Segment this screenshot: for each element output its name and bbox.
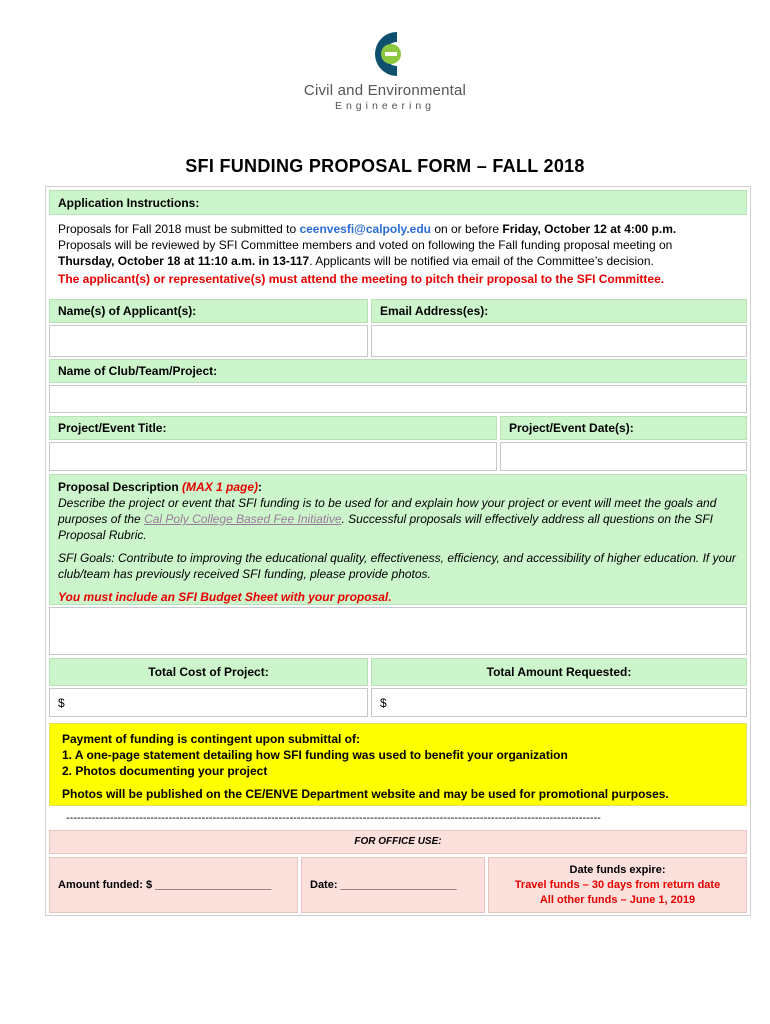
instructions-text: on or before [430, 222, 503, 236]
instructions-text: Proposals will be reviewed by SFI Committee members and voted on following the Fall funding proposal meeting on [58, 238, 673, 252]
total-cost-label: Total Cost of Project: [49, 658, 368, 686]
other-funds-note: All other funds – June 1, 2019 [539, 894, 696, 906]
office-use-label: FOR OFFICE USE: [49, 830, 747, 854]
office-divider: -------------------------------------------------------------------------------------------------------------------------------------------------- [66, 812, 601, 824]
email-label: Email Address(es): [371, 299, 747, 323]
project-dates-input[interactable] [500, 442, 747, 471]
travel-funds-note: Travel funds – 30 days from return date [514, 879, 721, 891]
description-colon: : [258, 480, 263, 494]
project-title-input[interactable] [49, 442, 497, 471]
amount-requested-input[interactable]: $ [371, 688, 747, 717]
ce-logo-mark [363, 28, 407, 80]
department-logo [0, 28, 770, 112]
club-input[interactable] [49, 385, 747, 413]
total-cost-input[interactable]: $ [49, 688, 368, 717]
email-input[interactable] [371, 325, 747, 357]
applicants-input[interactable] [49, 325, 368, 357]
date-field[interactable]: Date: ___________________ [301, 857, 485, 913]
amount-funded-field[interactable]: Amount funded: $ ___________________ [49, 857, 298, 913]
description-text: Describe the project or event that SFI funding is to be used for and explain how your project or event will meet the goals and purposes of the [58, 496, 717, 526]
project-title-label: Project/Event Title: [49, 416, 497, 440]
form-title: SFI FUNDING PROPOSAL FORM – FALL 2018 [185, 156, 585, 176]
proposal-form [45, 186, 751, 916]
description-input[interactable] [49, 607, 747, 655]
description-instructions [49, 474, 747, 605]
payment-item-statement: 1. A one-page statement detailing how SFI funding was used to benefit your organization [62, 748, 568, 762]
attendance-warning: The applicant(s) or representative(s) must attend the meeting to pitch their proposal to the SFI Committee. [58, 272, 665, 286]
logo-subtitle: Engineering [334, 100, 436, 112]
description-max-note: (MAX 1 page) [182, 480, 259, 494]
fee-initiative-link[interactable]: Cal Poly College Based Fee Initiative [144, 512, 342, 526]
payment-text: Payment of funding is contingent upon submittal of: [62, 732, 360, 746]
funds-expire-info [488, 857, 747, 913]
description-label: Proposal Description [58, 480, 183, 494]
instructions-heading [49, 190, 747, 215]
payment-requirements [49, 723, 747, 806]
instructions-heading-text: Application Instructions: [58, 196, 200, 210]
photo-publication-note: Photos will be published on the CE/ENVE Department website and may be used for promotional purposes. [62, 787, 669, 801]
instructions-text: . Applicants will be notified via email of the Committee’s decision. [309, 254, 654, 268]
description-text: . Successful proposals will effectively address all questions on the SFI Proposal Rubric. [58, 512, 714, 542]
sfi-goals-text: SFI Goals: Contribute to improving the educational quality, effectiveness, efficiency, and accessibility of higher education. If your club/team has previously received SFI funding, please provide photos. [58, 551, 736, 581]
instructions-text: Proposals for Fall 2018 must be submitted to [58, 222, 300, 236]
payment-item-photos: 2. Photos documenting your project [62, 764, 268, 778]
club-label: Name of Club/Team/Project: [49, 359, 747, 383]
meeting-text: Thursday, October 18 at 11:10 a.m. in 13-117 [58, 254, 310, 268]
expire-heading: Date funds expire: [569, 864, 666, 876]
applicants-label: Name(s) of Applicant(s): [49, 299, 368, 323]
budget-sheet-note: You must include an SFI Budget Sheet with your proposal. [58, 590, 392, 604]
deadline-text: Friday, October 12 at 4:00 p.m. [502, 222, 677, 236]
instructions-body [49, 217, 747, 295]
project-dates-label: Project/Event Date(s): [500, 416, 747, 440]
amount-requested-label: Total Amount Requested: [371, 658, 747, 686]
submission-email-link[interactable]: ceenvesfi@calpoly.edu [299, 222, 431, 236]
logo-department-name: Civil and Environmental [303, 82, 467, 99]
